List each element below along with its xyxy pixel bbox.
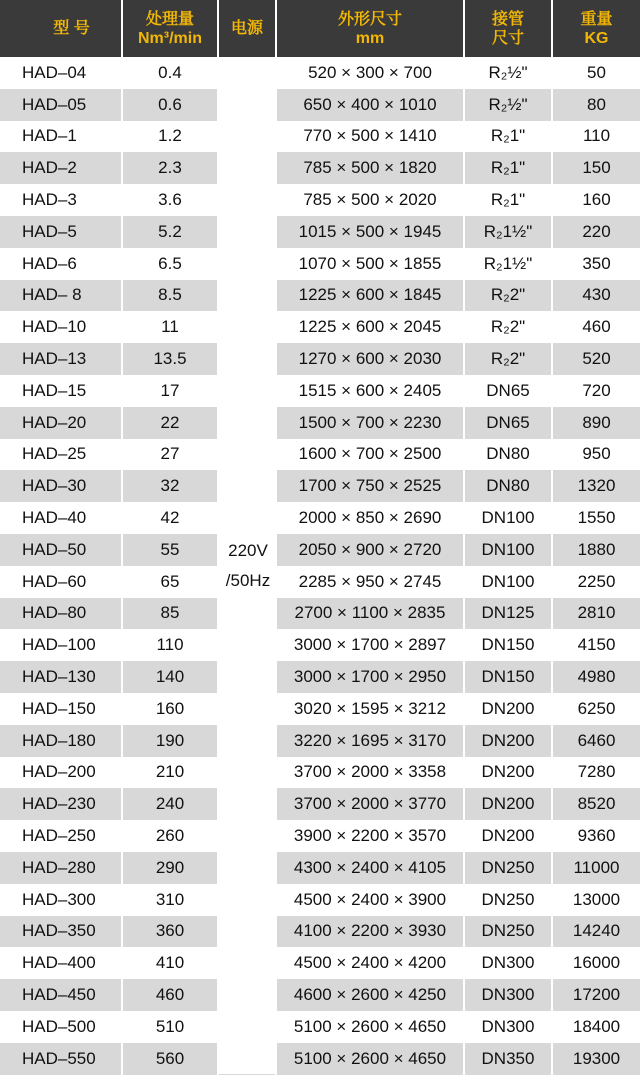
- cell-pipe: DN300: [465, 1011, 553, 1043]
- cell-model: HAD–450: [0, 979, 123, 1011]
- table-row: [0, 661, 640, 693]
- table-row: [0, 629, 640, 661]
- cell-model: HAD–500: [0, 1011, 123, 1043]
- table-row: [0, 407, 640, 439]
- cell-weight: 8520: [553, 788, 640, 820]
- cell-weight: 460: [553, 311, 640, 343]
- cell-pipe: DN200: [465, 820, 553, 852]
- table-row: [0, 375, 640, 407]
- cell-flow: 210: [123, 757, 219, 789]
- cell-dims: 3220 × 1695 × 3170: [277, 725, 465, 757]
- table-row: [0, 343, 640, 375]
- cell-dims: 1600 × 700 × 2500: [277, 439, 465, 471]
- cell-weight: 7280: [553, 757, 640, 789]
- cell-flow: 360: [123, 916, 219, 948]
- cell-dims: 1225 × 600 × 1845: [277, 280, 465, 312]
- cell-dims: 5100 × 2600 × 4650: [277, 1043, 465, 1075]
- cell-weight: 13000: [553, 884, 640, 916]
- header-model: 型 号: [0, 0, 123, 57]
- cell-pipe: DN100: [465, 534, 553, 566]
- header-power: 电源: [219, 0, 277, 57]
- cell-model: HAD–50: [0, 534, 123, 566]
- cell-dims: 1225 × 600 × 2045: [277, 311, 465, 343]
- cell-weight: 1550: [553, 502, 640, 534]
- power-frequency: /50Hz: [225, 570, 271, 590]
- cell-model: HAD–25: [0, 439, 123, 471]
- table-row: [0, 852, 640, 884]
- cell-flow: 260: [123, 820, 219, 852]
- cell-dims: 2050 × 900 × 2720: [277, 534, 465, 566]
- cell-weight: 17200: [553, 979, 640, 1011]
- table-row: [0, 311, 640, 343]
- table-header: [0, 0, 640, 57]
- cell-dims: 1515 × 600 × 2405: [277, 375, 465, 407]
- cell-weight: 720: [553, 375, 640, 407]
- table-row: [0, 534, 640, 566]
- cell-pipe: R₂1½": [465, 248, 553, 280]
- cell-model: HAD–3: [0, 184, 123, 216]
- table-row: [0, 788, 640, 820]
- cell-model: HAD–15: [0, 375, 123, 407]
- cell-pipe: R₂1": [465, 152, 553, 184]
- cell-pipe: R₂1½": [465, 216, 553, 248]
- cell-weight: 2810: [553, 598, 640, 630]
- cell-model: HAD–130: [0, 661, 123, 693]
- cell-dims: 1070 × 500 × 1855: [277, 248, 465, 280]
- cell-weight: 160: [553, 184, 640, 216]
- cell-dims: 4500 × 2400 × 4200: [277, 947, 465, 979]
- cell-weight: 2250: [553, 566, 640, 598]
- cell-weight: 14240: [553, 916, 640, 948]
- cell-flow: 13.5: [123, 343, 219, 375]
- cell-pipe: R₂2": [465, 311, 553, 343]
- cell-model: HAD–5: [0, 216, 123, 248]
- cell-dims: 3700 × 2000 × 3770: [277, 788, 465, 820]
- cell-pipe: DN200: [465, 693, 553, 725]
- cell-weight: 6460: [553, 725, 640, 757]
- cell-flow: 32: [123, 470, 219, 502]
- cell-pipe: DN150: [465, 629, 553, 661]
- cell-model: HAD–300: [0, 884, 123, 916]
- cell-model: HAD–550: [0, 1043, 123, 1075]
- table-row: [0, 89, 640, 121]
- cell-weight: 4150: [553, 629, 640, 661]
- cell-pipe: DN350: [465, 1043, 553, 1075]
- cell-weight: 520: [553, 343, 640, 375]
- cell-flow: 0.6: [123, 89, 219, 121]
- cell-weight: 80: [553, 89, 640, 121]
- cell-dims: 2000 × 850 × 2690: [277, 502, 465, 534]
- table-row: [0, 216, 640, 248]
- cell-pipe: DN250: [465, 852, 553, 884]
- table-row: [0, 470, 640, 502]
- cell-flow: 27: [123, 439, 219, 471]
- table-row: [0, 57, 640, 89]
- cell-dims: 3000 × 1700 × 2897: [277, 629, 465, 661]
- cell-flow: 160: [123, 693, 219, 725]
- cell-dims: 5100 × 2600 × 4650: [277, 1011, 465, 1043]
- cell-pipe: DN200: [465, 788, 553, 820]
- cell-flow: 110: [123, 629, 219, 661]
- cell-flow: 190: [123, 725, 219, 757]
- table-row: [0, 598, 640, 630]
- cell-model: HAD–10: [0, 311, 123, 343]
- cell-dims: 785 × 500 × 2020: [277, 184, 465, 216]
- table-row: [0, 121, 640, 153]
- cell-dims: 2285 × 950 × 2745: [277, 566, 465, 598]
- cell-flow: 8.5: [123, 280, 219, 312]
- cell-model: HAD–40: [0, 502, 123, 534]
- table-row: [0, 184, 640, 216]
- table-row: [0, 947, 640, 979]
- cell-pipe: R₂½": [465, 57, 553, 89]
- cell-weight: 19300: [553, 1043, 640, 1075]
- cell-model: HAD–400: [0, 947, 123, 979]
- cell-weight: 9360: [553, 820, 640, 852]
- cell-dims: 4100 × 2200 × 3930: [277, 916, 465, 948]
- table-row: [0, 916, 640, 948]
- cell-flow: 42: [123, 502, 219, 534]
- cell-weight: 50: [553, 57, 640, 89]
- cell-pipe: R₂1": [465, 184, 553, 216]
- cell-pipe: DN300: [465, 947, 553, 979]
- cell-dims: 4600 × 2600 × 4250: [277, 979, 465, 1011]
- table-row: [0, 693, 640, 725]
- cell-model: HAD–20: [0, 407, 123, 439]
- table-row: [0, 884, 640, 916]
- table-row: [0, 502, 640, 534]
- cell-weight: 220: [553, 216, 640, 248]
- header-weight: 重量 KG: [580, 10, 613, 47]
- cell-weight: 950: [553, 439, 640, 471]
- cell-flow: 11: [123, 311, 219, 343]
- cell-pipe: R₂1": [465, 121, 553, 153]
- table-row: [0, 757, 640, 789]
- cell-model: HAD–280: [0, 852, 123, 884]
- cell-pipe: DN200: [465, 725, 553, 757]
- cell-flow: 65: [123, 566, 219, 598]
- cell-dims: 4500 × 2400 × 3900: [277, 884, 465, 916]
- cell-dims: 3000 × 1700 × 2950: [277, 661, 465, 693]
- table-row: [0, 152, 640, 184]
- cell-flow: 55: [123, 534, 219, 566]
- table-row: [0, 820, 640, 852]
- cell-model: HAD–200: [0, 757, 123, 789]
- cell-weight: 18400: [553, 1011, 640, 1043]
- cell-flow: 3.6: [123, 184, 219, 216]
- cell-model: HAD–150: [0, 693, 123, 725]
- cell-model: HAD–05: [0, 89, 123, 121]
- cell-model: HAD–04: [0, 57, 123, 89]
- cell-flow: 460: [123, 979, 219, 1011]
- cell-flow: 1.2: [123, 121, 219, 153]
- table-row: [0, 1011, 640, 1043]
- cell-pipe: DN300: [465, 979, 553, 1011]
- cell-dims: 3020 × 1595 × 3212: [277, 693, 465, 725]
- cell-model: HAD–2: [0, 152, 123, 184]
- cell-dims: 1700 × 750 × 2525: [277, 470, 465, 502]
- table-row: [0, 439, 640, 471]
- cell-model: HAD–60: [0, 566, 123, 598]
- table-row: [0, 566, 640, 598]
- cell-pipe: DN80: [465, 439, 553, 471]
- cell-pipe: DN65: [465, 375, 553, 407]
- cell-model: HAD–250: [0, 820, 123, 852]
- cell-weight: 1320: [553, 470, 640, 502]
- cell-model: HAD–1: [0, 121, 123, 153]
- cell-model: HAD–180: [0, 725, 123, 757]
- cell-weight: 110: [553, 121, 640, 153]
- header-flow: 处理量 Nm³/min: [123, 0, 219, 57]
- cell-pipe: DN125: [465, 598, 553, 630]
- power-cell: [219, 57, 277, 1074]
- power-voltage: 220V: [228, 540, 268, 560]
- cell-dims: 785 × 500 × 1820: [277, 152, 465, 184]
- cell-model: HAD–6: [0, 248, 123, 280]
- cell-weight: 350: [553, 248, 640, 280]
- cell-weight: 1880: [553, 534, 640, 566]
- cell-weight: 890: [553, 407, 640, 439]
- cell-flow: 560: [123, 1043, 219, 1075]
- cell-flow: 310: [123, 884, 219, 916]
- cell-dims: 1015 × 500 × 1945: [277, 216, 465, 248]
- cell-weight: 6250: [553, 693, 640, 725]
- table-row: [0, 979, 640, 1011]
- cell-dims: 1500 × 700 × 2230: [277, 407, 465, 439]
- cell-model: HAD–100: [0, 629, 123, 661]
- cell-weight: 150: [553, 152, 640, 184]
- cell-weight: 4980: [553, 661, 640, 693]
- cell-flow: 2.3: [123, 152, 219, 184]
- cell-model: HAD–350: [0, 916, 123, 948]
- cell-flow: 17: [123, 375, 219, 407]
- cell-weight: 11000: [553, 852, 640, 884]
- cell-pipe: DN250: [465, 916, 553, 948]
- cell-model: HAD–30: [0, 470, 123, 502]
- header-dimensions: 外形尺寸 mm: [277, 0, 465, 57]
- cell-pipe: R₂2": [465, 343, 553, 375]
- cell-dims: 3700 × 2000 × 3358: [277, 757, 465, 789]
- cell-pipe: DN200: [465, 757, 553, 789]
- cell-flow: 0.4: [123, 57, 219, 89]
- cell-model: HAD–230: [0, 788, 123, 820]
- cell-pipe: DN65: [465, 407, 553, 439]
- cell-model: HAD–80: [0, 598, 123, 630]
- cell-flow: 6.5: [123, 248, 219, 280]
- cell-flow: 510: [123, 1011, 219, 1043]
- cell-dims: 2700 × 1100 × 2835: [277, 598, 465, 630]
- table-row: [0, 725, 640, 757]
- table-row: [0, 280, 640, 312]
- cell-flow: 5.2: [123, 216, 219, 248]
- cell-dims: 650 × 400 × 1010: [277, 89, 465, 121]
- cell-pipe: DN80: [465, 470, 553, 502]
- cell-pipe: DN100: [465, 502, 553, 534]
- cell-pipe: DN150: [465, 661, 553, 693]
- cell-pipe: DN100: [465, 566, 553, 598]
- cell-dims: 1270 × 600 × 2030: [277, 343, 465, 375]
- cell-flow: 240: [123, 788, 219, 820]
- cell-flow: 290: [123, 852, 219, 884]
- cell-pipe: R₂2": [465, 280, 553, 312]
- cell-dims: 3900 × 2200 × 3570: [277, 820, 465, 852]
- cell-model: HAD–13: [0, 343, 123, 375]
- cell-flow: 22: [123, 407, 219, 439]
- cell-dims: 520 × 300 × 700: [277, 57, 465, 89]
- header-pipe: 接管 尺寸: [465, 0, 553, 57]
- cell-flow: 85: [123, 598, 219, 630]
- cell-pipe: R₂½": [465, 89, 553, 121]
- cell-weight: 16000: [553, 947, 640, 979]
- cell-pipe: DN250: [465, 884, 553, 916]
- cell-model: HAD– 8: [0, 280, 123, 312]
- cell-dims: 4300 × 2400 × 4105: [277, 852, 465, 884]
- cell-flow: 410: [123, 947, 219, 979]
- cell-dims: 770 × 500 × 1410: [277, 121, 465, 153]
- cell-flow: 140: [123, 661, 219, 693]
- table-row: [0, 1043, 640, 1075]
- table-row: [0, 248, 640, 280]
- cell-weight: 430: [553, 280, 640, 312]
